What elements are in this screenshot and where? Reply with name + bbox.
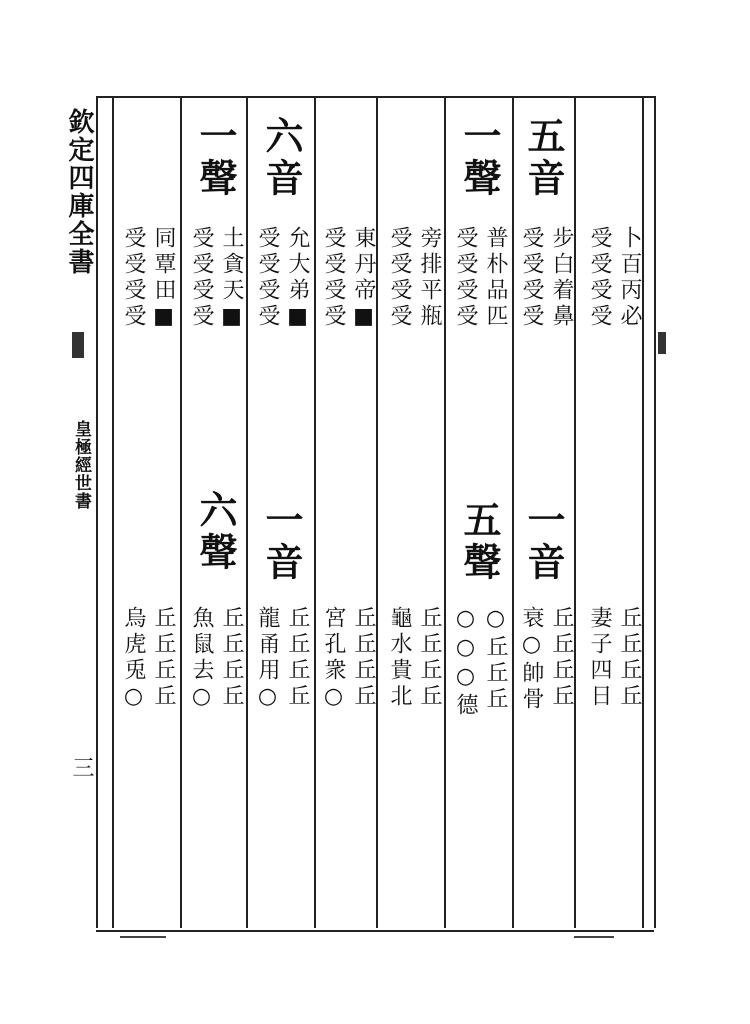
fish-tail-mark [658, 332, 666, 354]
text-line: 宮孔衆○ [321, 606, 346, 713]
column-1-top [584, 226, 644, 330]
text-line: 衰○帥骨 [519, 606, 544, 713]
text-line: 丘丘丘丘 [151, 606, 176, 710]
text-line: 受受受受 [321, 226, 346, 330]
text-line: 受受受受 [387, 226, 412, 330]
margin-book-title: 皇極經世書 [71, 420, 91, 510]
column-rule [642, 96, 644, 928]
column-5-top [318, 226, 378, 333]
text-line: 丘丘丘丘 [219, 606, 244, 710]
text-line: 丘丘丘丘 [351, 606, 376, 710]
text-line: 受受受受 [453, 226, 478, 330]
text-line: 受受受受 [189, 226, 214, 330]
column-rule [314, 96, 316, 928]
text-line: 旁排平瓶 [417, 226, 442, 330]
column-rule [112, 96, 114, 928]
section-subheader: 一音 [521, 500, 566, 584]
text-line: 受受受受 [121, 226, 146, 330]
column-4-bottom [384, 606, 444, 710]
column-7-bottom [186, 606, 246, 713]
margin-title: 欽定四庫全書 [64, 108, 94, 276]
column-3-top [450, 226, 510, 330]
column-3-bottom [450, 606, 510, 719]
text-line: 普朴品匹 [483, 226, 508, 330]
section-header: 五音 [521, 116, 566, 200]
column-6-bottom [252, 606, 312, 713]
text-line: 妻子四日 [587, 606, 612, 710]
column-rule [512, 96, 514, 928]
column-8-top [118, 226, 178, 333]
column-6-top [252, 226, 312, 333]
text-line: 丘丘丘丘 [417, 606, 442, 710]
text-line: 卜百丙必 [617, 226, 642, 330]
column-1-bottom [584, 606, 644, 710]
fish-tail-mark [72, 332, 84, 358]
section-subheader: 六聲 [193, 490, 238, 574]
text-line: 土貪天■ [219, 226, 244, 333]
column-2-bottom [516, 606, 576, 713]
column-rule [654, 96, 656, 928]
text-line: 允大弟■ [285, 226, 310, 333]
text-line: 烏虎兎○ [121, 606, 146, 713]
section-subheader: 一音 [259, 500, 304, 584]
text-line: 魚鼠去○ [189, 606, 214, 713]
text-line: 丘丘丘丘 [617, 606, 642, 710]
margin-page-number: 三 [69, 756, 94, 778]
text-line: ○丘丘丘 [483, 606, 508, 713]
column-8-bottom [118, 606, 178, 713]
text-line: 受受受受 [587, 226, 612, 330]
text-line: 受受受受 [255, 226, 280, 330]
text-line: 步白着鼻 [549, 226, 574, 330]
scan-mark [574, 936, 614, 938]
section-header: 六音 [259, 116, 304, 200]
text-line: 受受受受 [519, 226, 544, 330]
column-rule [376, 96, 378, 928]
column-4-top [384, 226, 444, 330]
column-rule [444, 96, 446, 928]
scan-mark [120, 936, 166, 938]
text-line: 丘丘丘丘 [285, 606, 310, 710]
column-5-bottom [318, 606, 378, 713]
section-header: 一聲 [193, 116, 238, 200]
column-7-top [186, 226, 246, 333]
column-rule [96, 96, 98, 928]
section-subheader: 五聲 [457, 500, 502, 584]
column-2-top [516, 226, 576, 330]
text-line: ○○○德 [453, 606, 478, 719]
column-rule [574, 96, 576, 928]
text-line: 龜水貴北 [387, 606, 412, 710]
text-line: 同覃田■ [151, 226, 176, 333]
text-line: 龍甬用○ [255, 606, 280, 713]
column-rule [180, 96, 182, 928]
text-line: 東丹帝■ [351, 226, 376, 333]
text-line: 丘丘丘丘 [549, 606, 574, 710]
column-rule [246, 96, 248, 928]
section-header: 一聲 [457, 116, 502, 200]
